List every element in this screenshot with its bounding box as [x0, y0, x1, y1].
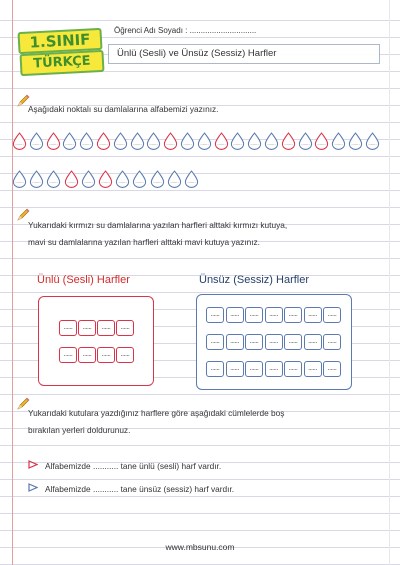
blue-water-drop — [29, 170, 44, 188]
blue-water-drop — [46, 170, 61, 188]
vowel-heading: Ünlü (Sesli) Harfler — [37, 274, 130, 286]
drop-dots: ....... — [170, 180, 179, 185]
drop-dots: ....... — [84, 180, 93, 185]
worksheet-title-box — [108, 44, 380, 64]
instruction-1: Aşağıdaki noktalı su damlalarına alfabemizi yazınız. — [28, 104, 219, 114]
blue-water-drop — [130, 132, 145, 150]
drop-dots: ....... — [187, 180, 196, 185]
drop-dots: ....... — [82, 142, 91, 147]
blue-arrow-icon — [28, 483, 38, 492]
drop-dots: ....... — [65, 142, 75, 147]
drop-dots: ....... — [32, 180, 41, 185]
consonant-cell: ...... — [245, 334, 263, 350]
drop-dots: ....... — [99, 142, 108, 147]
drop-dots: ....... — [118, 180, 127, 185]
drop-dots: ....... — [368, 142, 377, 147]
blue-water-drop — [184, 170, 199, 188]
blue-water-drop — [197, 132, 212, 150]
footer-url: www.mbsunu.com — [165, 542, 235, 552]
instruction-2-line-1: Yukarıdaki kırmızı su damlalarına yazılan harfleri alttaki kırmızı kutuya, — [28, 220, 288, 230]
blue-water-drop — [132, 170, 147, 188]
drop-dots: ....... — [200, 142, 209, 147]
consonant-cell: ...... — [323, 307, 341, 323]
consonant-cell: ...... — [304, 361, 322, 377]
drop-dots: ....... — [135, 180, 145, 185]
consonant-cell: ...... — [304, 307, 322, 323]
consonant-cell: ...... — [284, 334, 302, 350]
instruction-2-line-2: mavi su damlalarına yazılan harfleri alttaki mavi kutuya yazınız. — [28, 237, 260, 247]
blue-water-drop — [12, 170, 27, 188]
vowel-cell: ...... — [116, 347, 134, 363]
drop-dots: ....... — [267, 142, 276, 147]
vowel-cell: ...... — [78, 347, 96, 363]
instruction-3-line-2: bırakılan yerleri doldurunuz. — [28, 425, 131, 435]
red-water-drop — [98, 170, 113, 188]
consonant-cell: ...... — [226, 361, 244, 377]
consonant-cell: ...... — [284, 361, 302, 377]
red-water-drop — [12, 132, 27, 150]
drop-dots: ....... — [32, 142, 41, 147]
margin-line — [12, 0, 13, 565]
grade-badge — [14, 22, 100, 74]
blue-water-drop — [113, 132, 128, 150]
drop-dots: ....... — [166, 142, 175, 147]
consonant-cell: ...... — [226, 334, 244, 350]
blue-water-drop — [146, 132, 161, 150]
blue-water-drop — [79, 132, 94, 150]
vowel-cell: ...... — [78, 320, 96, 336]
blue-water-drop — [180, 132, 195, 150]
drop-dots: ....... — [149, 142, 159, 147]
drop-dots: ....... — [66, 180, 76, 185]
vowel-cell: ...... — [97, 347, 115, 363]
consonant-cell: ...... — [265, 361, 283, 377]
drop-dots: ....... — [351, 142, 360, 147]
drop-dots: ....... — [334, 142, 343, 147]
consonant-cell: ...... — [206, 307, 224, 323]
drop-dots: ....... — [48, 142, 58, 147]
drop-dots: ....... — [101, 180, 110, 185]
red-water-drop — [46, 132, 61, 150]
vowel-cell: ...... — [97, 320, 115, 336]
consonant-cell: ...... — [245, 307, 263, 323]
consonant-cell: ...... — [323, 334, 341, 350]
consonant-heading: Ünsüz (Sessiz) Harfler — [199, 274, 310, 286]
fill-sentence-consonants: Alfabemizde ........... tane ünsüz (sessiz) harf vardır. — [45, 484, 235, 494]
drop-dots: ....... — [15, 142, 24, 147]
red-water-drop — [281, 132, 296, 150]
right-margin-line — [389, 0, 390, 565]
vowel-cell: ...... — [116, 320, 134, 336]
drop-dots: ....... — [284, 142, 293, 147]
blue-water-drop — [298, 132, 313, 150]
consonant-cell: ...... — [265, 307, 283, 323]
blue-water-drop — [331, 132, 346, 150]
consonant-cell: ...... — [245, 361, 263, 377]
blue-water-drop — [365, 132, 380, 150]
drop-dots: ....... — [152, 180, 162, 185]
fill-sentence-vowels: Alfabemizde ........... tane ünlü (sesli) harf vardır. — [45, 461, 222, 471]
consonant-cell: ...... — [226, 307, 244, 323]
drop-dots: ....... — [116, 142, 125, 147]
worksheet-title: Ünlü (Sesli) ve Ünsüz (Sessiz) Harfler — [117, 48, 277, 59]
student-name-field: Öğrenci Adı Soyadı : .............................. — [114, 26, 257, 35]
consonant-cell: ...... — [265, 334, 283, 350]
consonant-cell: ...... — [206, 334, 224, 350]
drop-dots: ....... — [250, 142, 259, 147]
blue-water-drop — [29, 132, 44, 150]
consonant-cell: ...... — [206, 361, 224, 377]
red-water-drop — [314, 132, 329, 150]
blue-water-drop — [62, 132, 77, 150]
vowel-cell: ...... — [59, 320, 77, 336]
red-water-drop — [64, 170, 79, 188]
consonant-cell: ...... — [304, 334, 322, 350]
badge-subject: TÜRKÇE — [19, 50, 104, 76]
blue-water-drop — [264, 132, 279, 150]
blue-water-drop — [348, 132, 363, 150]
drop-dots: ....... — [132, 142, 142, 147]
instruction-3-line-1: Yukarıdaki kutulara yazdığınız harflere göre aşağıdaki cümlelerde boş — [28, 408, 285, 418]
drop-dots: ....... — [216, 142, 226, 147]
blue-water-drop — [167, 170, 182, 188]
water-drops-row-2 — [12, 170, 212, 188]
drop-dots: ....... — [183, 142, 192, 147]
red-arrow-icon — [28, 460, 38, 469]
red-water-drop — [214, 132, 229, 150]
vowel-cell: ...... — [59, 347, 77, 363]
blue-water-drop — [150, 170, 165, 188]
blue-water-drop — [115, 170, 130, 188]
red-water-drop — [96, 132, 111, 150]
consonant-box — [196, 294, 352, 390]
blue-water-drop — [230, 132, 245, 150]
drop-dots: ....... — [300, 142, 310, 147]
blue-water-drop — [81, 170, 96, 188]
consonant-cell: ...... — [284, 307, 302, 323]
drop-dots: ....... — [317, 142, 327, 147]
drop-dots: ....... — [233, 142, 243, 147]
red-water-drop — [163, 132, 178, 150]
blue-water-drop — [247, 132, 262, 150]
water-drops-row-1 — [12, 132, 382, 150]
vowel-box — [38, 296, 154, 386]
drop-dots: ....... — [15, 180, 24, 185]
consonant-cell: ...... — [323, 361, 341, 377]
drop-dots: ....... — [49, 180, 59, 185]
badge-grade: 1.SINIF — [17, 28, 102, 54]
